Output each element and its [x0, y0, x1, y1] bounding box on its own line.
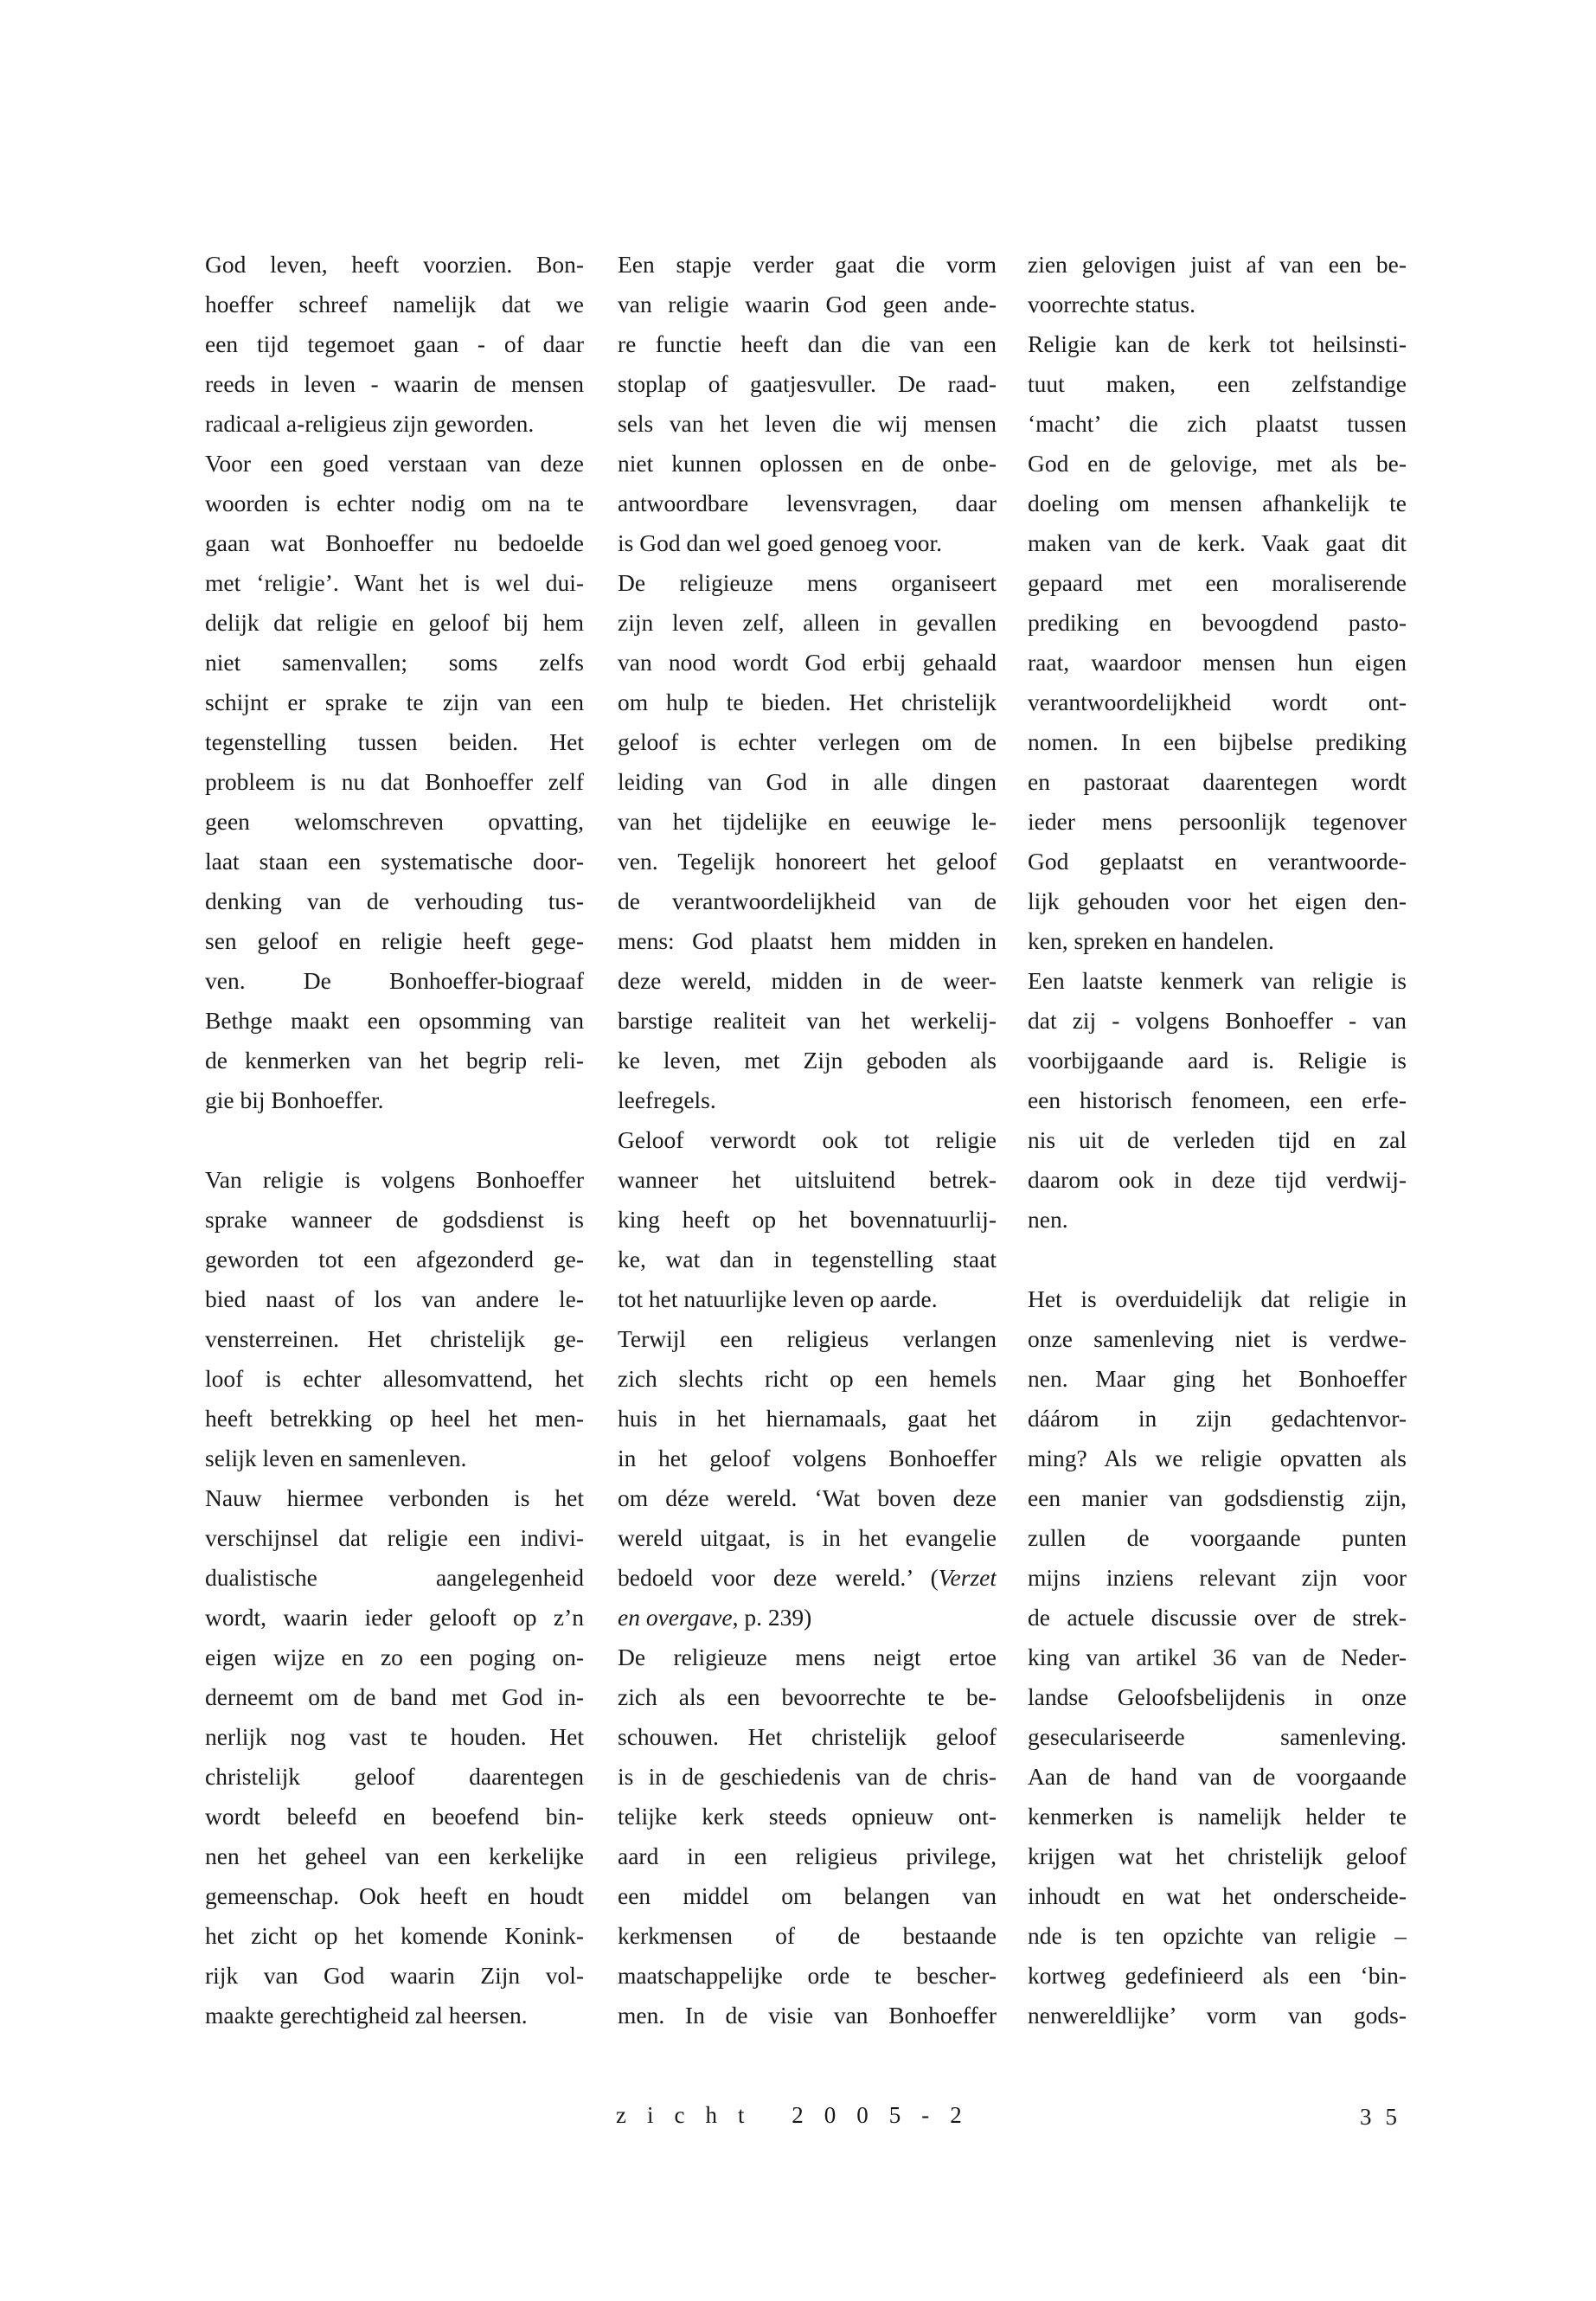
text-line [618, 1041, 997, 1080]
text-line-content: huis in het hiernamaals, gaat het [618, 1405, 997, 1432]
text-line [618, 1717, 997, 1757]
text-line [1028, 1001, 1407, 1041]
text-line [1028, 881, 1407, 921]
text-line [1028, 484, 1407, 523]
text-line [205, 1240, 584, 1279]
text-line-content: dualistische aangelegenheid [205, 1564, 584, 1591]
text-line [205, 1916, 584, 1956]
text-line [1028, 961, 1407, 1001]
text-line [618, 1916, 997, 1956]
text-line [618, 722, 997, 762]
footer-page-number: 35 [1360, 2104, 1411, 2130]
text-line-content: de kenmerken van het begrip reli- [205, 1047, 584, 1074]
text-line [618, 1240, 997, 1279]
text-line [205, 1797, 584, 1836]
text-line [1028, 1876, 1407, 1916]
text-line [618, 1478, 997, 1518]
italic-title: Verzet [938, 1564, 997, 1591]
text-line-content: onze samenleving niet is verdwe- [1028, 1325, 1407, 1352]
text-line [618, 1080, 997, 1120]
text-line-content: delijk dat religie en geloof bij hem [205, 609, 584, 636]
text-line-content: Nauw hiermee verbonden is het [205, 1484, 584, 1511]
text-line-content: mijns inziens relevant zijn voor [1028, 1564, 1407, 1591]
text-line-content: reeds in leven - waarin de mensen [205, 370, 584, 397]
text-line-content: geen welomschreven opvatting, [205, 808, 584, 835]
text-line [205, 1080, 584, 1120]
text-line-content: christelijk geloof daarentegen [205, 1763, 584, 1790]
text-line [205, 802, 584, 842]
text-line-content: een middel om belangen van [618, 1882, 997, 1909]
text-line-content: gepaard met een moraliserende [1028, 569, 1407, 596]
text-line-content: dáárom in zijn gedachtenvor- [1028, 1405, 1407, 1432]
text-line-content: Van religie is volgens Bonhoeffer [205, 1166, 584, 1193]
text-line-content: wordt, waarin ieder gelooft op z’n [205, 1604, 584, 1631]
text-line-content: een manier van godsdienstig zijn, [1028, 1484, 1407, 1511]
text-line-content: De religieuze mens neigt ertoe [618, 1644, 997, 1670]
text-line [1028, 324, 1407, 364]
text-line-content: men. In de visie van Bonhoeffer [618, 2002, 997, 2029]
text-line-content: rijk van God waarin Zijn vol- [205, 1962, 584, 1989]
text-line [205, 643, 584, 683]
text-line-content: God leven, heeft voorzien. Bon- [205, 251, 584, 278]
text-line-content: bied naast of los van andere le- [205, 1285, 584, 1312]
text-line [205, 285, 584, 324]
text-line-content: wordt beleefd en beoefend bin- [205, 1803, 584, 1830]
text-line [205, 683, 584, 722]
text-line [618, 1757, 997, 1797]
text-line-content: vensterreinen. Het christelijk ge- [205, 1325, 584, 1352]
text-line [1028, 1797, 1407, 1836]
text-line [1028, 643, 1407, 683]
text-line-content: gaan wat Bonhoeffer nu bedoelde [205, 529, 584, 556]
text-line [205, 1041, 584, 1080]
text-line-content: schijnt er sprake te zijn van een [205, 689, 584, 715]
text-line [618, 1598, 997, 1638]
text-line [1028, 1638, 1407, 1677]
text-line [1028, 802, 1407, 842]
text-line [618, 1160, 997, 1200]
text-line [618, 762, 997, 802]
text-line [618, 921, 997, 961]
text-line [1028, 1677, 1407, 1717]
text-line [205, 484, 584, 523]
text-line-content: Een laatste kenmerk van religie is [1028, 967, 1407, 994]
text-line-content: maakte gerechtigheid zal heersen. [205, 2002, 528, 2029]
text-line-content: mens: God plaatst hem midden in [618, 927, 997, 954]
text-line [618, 404, 997, 444]
text-line-content: om déze wereld. ‘Wat boven deze [618, 1484, 997, 1511]
text-line [1028, 1359, 1407, 1399]
text-line [205, 842, 584, 881]
text-line-content: probleem is nu dat Bonhoeffer zelf [205, 768, 584, 795]
text-line [1028, 1160, 1407, 1200]
text-line-content: de verantwoordelijkheid van de [618, 888, 997, 914]
text-line-content: kenmerken is namelijk helder te [1028, 1803, 1407, 1830]
text-line-content: met ‘religie’. Want het is wel dui- [205, 569, 584, 596]
text-line [618, 1279, 997, 1319]
text-line [1028, 842, 1407, 881]
text-line-content: king heeft op het bovennatuurlij- [618, 1206, 997, 1233]
text-line-content: leefregels. [618, 1086, 716, 1113]
text-line [618, 842, 997, 881]
text-line-content: antwoordbare levensvragen, daar [618, 490, 997, 516]
text-line-content: ke leven, met Zijn geboden als [618, 1047, 997, 1074]
text-line [205, 1558, 584, 1598]
text-line [205, 1717, 584, 1757]
text-line [618, 364, 997, 404]
text-line-content: barstige realiteit van het werkelij- [618, 1007, 997, 1034]
text-line-content: sprake wanneer de godsdienst is [205, 1206, 584, 1233]
text-column-2 [618, 245, 997, 2035]
text-line-content: tegenstelling tussen beiden. Het [205, 728, 584, 755]
text-line [618, 643, 997, 683]
text-line [1028, 722, 1407, 762]
text-line [1028, 1041, 1407, 1080]
text-line-content: Geloof verwordt ook tot religie [618, 1126, 997, 1153]
text-line-content: van nood wordt God erbij gehaald [618, 649, 997, 676]
text-line-content: sels van het leven die wij mensen [618, 410, 997, 437]
text-line-content: Het is overduidelijk dat religie in [1028, 1285, 1407, 1312]
text-line-content: heeft betrekking op heel het men- [205, 1405, 584, 1432]
text-line [205, 364, 584, 404]
text-line [1028, 1279, 1407, 1319]
text-line-tail: , p. 239) [732, 1604, 812, 1631]
text-column-1 [205, 245, 584, 2035]
text-line-content: woorden is echter nodig om na te [205, 490, 584, 516]
text-line-content: inhoudt en wat het onderscheide- [1028, 1882, 1407, 1909]
text-line-content: king van artikel 36 van de Neder- [1028, 1644, 1407, 1670]
text-line-content: tot het natuurlijke leven op aarde. [618, 1285, 938, 1312]
text-line-content: radicaal a-religieus zijn geworden. [205, 410, 535, 437]
text-line-content: wereld uitgaat, is in het evangelie [618, 1524, 997, 1551]
text-line-content: selijk leven en samenleven. [205, 1445, 467, 1471]
text-line [1028, 1916, 1407, 1956]
text-line-content: sen geloof en religie heeft gege- [205, 927, 584, 954]
text-line [618, 1399, 997, 1439]
text-line-content: een historisch fenomeen, een erfe- [1028, 1086, 1407, 1113]
text-line [205, 1996, 584, 2035]
text-line [618, 1956, 997, 1996]
text-line [618, 563, 997, 603]
text-line [205, 1160, 584, 1200]
text-line-content: voorrechte status. [1028, 291, 1195, 317]
text-line-content: deze wereld, midden in de weer- [618, 967, 997, 994]
text-line [205, 1319, 584, 1359]
text-line [1028, 1717, 1407, 1757]
text-line-content: gie bij Bonhoeffer. [205, 1086, 384, 1113]
text-line-content: telijke kerk steeds opnieuw ont- [618, 1803, 997, 1830]
text-line-content: nerlijk nog vast te houden. Het [205, 1723, 584, 1750]
text-line-content: Terwijl een religieus verlangen [618, 1325, 997, 1352]
text-line [618, 1200, 997, 1240]
text-line-content: is God dan wel goed genoeg voor. [618, 529, 942, 556]
text-line-content: wanneer het uitsluitend betrek- [618, 1166, 997, 1193]
text-line-content: God en de gelovige, met als be- [1028, 450, 1407, 477]
text-line [1028, 563, 1407, 603]
text-line [1028, 762, 1407, 802]
text-line [618, 245, 997, 285]
text-line [205, 603, 584, 643]
text-line [618, 1797, 997, 1836]
text-line [205, 1399, 584, 1439]
text-line [1028, 1319, 1407, 1359]
text-line [618, 285, 997, 324]
text-line-content: nde is ten opzichte van religie – [1028, 1922, 1407, 1949]
text-line-content: re functie heeft dan die van een [618, 330, 997, 357]
text-line-content: maken van de kerk. Vaak gaat dit [1028, 529, 1407, 556]
text-line [618, 881, 997, 921]
text-line-content: ven. Tegelijk honoreert het geloof [618, 848, 997, 875]
text-line-content: gemeenschap. Ook heeft en houdt [205, 1882, 584, 1909]
text-column-3 [1028, 245, 1407, 2035]
text-line [1028, 444, 1407, 484]
text-line [205, 1677, 584, 1717]
text-line-content: ken, spreken en handelen. [1028, 927, 1274, 954]
text-line [1028, 1478, 1407, 1518]
text-line [618, 1876, 997, 1916]
text-line-content: dat zij - volgens Bonhoeffer - van [1028, 1007, 1407, 1034]
text-line-content: de actuele discussie over de strek- [1028, 1604, 1407, 1631]
text-line-content: De religieuze mens organiseert [618, 569, 997, 596]
text-line-content: geseculariseerde samenleving. [1028, 1723, 1407, 1750]
text-line [618, 324, 997, 364]
text-line [1028, 683, 1407, 722]
text-line [1028, 1200, 1407, 1240]
text-line [1028, 1240, 1407, 1279]
text-line [205, 881, 584, 921]
text-line-content: van het tijdelijke en eeuwige le- [618, 808, 997, 835]
text-line-content: leiding van God in alle dingen [618, 768, 997, 795]
text-line [1028, 523, 1407, 563]
text-line [205, 563, 584, 603]
text-line [1028, 1399, 1407, 1439]
text-line [1028, 1439, 1407, 1478]
text-line [618, 603, 997, 643]
text-line-content: niet samenvallen; soms zelfs [205, 649, 584, 676]
text-line-content: ming? Als we religie opvatten als [1028, 1445, 1407, 1471]
text-line-content: ven. De Bonhoeffer-biograaf [205, 967, 584, 994]
text-line-content: aard in een religieus privilege, [618, 1843, 997, 1869]
text-line-content: raat, waardoor mensen hun eigen [1028, 649, 1407, 676]
text-line-content: tuut maken, een zelfstandige [1028, 370, 1407, 397]
text-line-content: zich als een bevoorrechte te be- [618, 1683, 997, 1710]
text-line [1028, 245, 1407, 285]
text-line [618, 1638, 997, 1677]
footer-journal-issue: zicht 2005-2 [616, 2102, 983, 2128]
text-line-content: bedoeld voor deze wereld.’ ( [618, 1564, 939, 1591]
text-line [1028, 921, 1407, 961]
text-line-content: stoplap of gaatjesvuller. De raad- [618, 370, 997, 397]
text-line [618, 1836, 997, 1876]
text-line [205, 1200, 584, 1240]
text-line [205, 523, 584, 563]
text-line-content: in het geloof volgens Bonhoeffer [618, 1445, 997, 1471]
text-line-content: landse Geloofsbelijdenis in onze [1028, 1683, 1407, 1710]
text-line [1028, 285, 1407, 324]
text-line [205, 1279, 584, 1319]
text-line [618, 1319, 997, 1359]
text-line-content: Voor een goed verstaan van deze [205, 450, 584, 477]
text-line [1028, 1120, 1407, 1160]
text-line [618, 444, 997, 484]
text-line-content: niet kunnen oplossen en de onbe- [618, 450, 997, 477]
text-line [1028, 364, 1407, 404]
text-line [205, 404, 584, 444]
text-line-content: nis uit de verleden tijd en zal [1028, 1126, 1407, 1153]
text-line [205, 961, 584, 1001]
text-line-content: om hulp te bieden. Het christelijk [618, 689, 997, 715]
text-line-content: kerkmensen of de bestaande [618, 1922, 997, 1949]
text-line-content: denking van de verhouding tus- [205, 888, 584, 914]
text-line [205, 1518, 584, 1558]
text-line [205, 1757, 584, 1797]
text-line-content: Bethge maakt een opsomming van [205, 1007, 584, 1034]
text-line [1028, 1956, 1407, 1996]
text-line-content: geloof is echter verlegen om de [618, 728, 997, 755]
text-line-content: nen het geheel van een kerkelijke [205, 1843, 584, 1869]
text-line [1028, 404, 1407, 444]
text-line-content: nomen. In een bijbelse prediking [1028, 728, 1407, 755]
text-line [1028, 1518, 1407, 1558]
text-line [205, 762, 584, 802]
text-line-content: hoeffer schreef namelijk dat we [205, 291, 584, 317]
text-line-content: zijn leven zelf, alleen in gevallen [618, 609, 997, 636]
text-line-content: doeling om mensen afhankelijk te [1028, 490, 1407, 516]
text-line-content: schouwen. Het christelijk geloof [618, 1723, 997, 1750]
text-line [618, 1359, 997, 1399]
text-line-content: daarom ook in deze tijd verdwij- [1028, 1166, 1407, 1193]
text-line [618, 523, 997, 563]
text-line-content: het zicht op het komende Konink- [205, 1922, 584, 1949]
text-line [205, 1478, 584, 1518]
text-line [618, 1518, 997, 1558]
text-line-content: ieder mens persoonlijk tegenover [1028, 808, 1407, 835]
text-line [205, 444, 584, 484]
text-line [1028, 1757, 1407, 1797]
text-line [205, 1638, 584, 1677]
text-line-content: kortweg gedefinieerd als een ‘bin- [1028, 1962, 1407, 1989]
text-line-content: ke, wat dan in tegenstelling staat [618, 1246, 997, 1272]
text-line-content: nenwereldlijke’ vorm van gods- [1028, 2002, 1407, 2029]
text-line-content: zien gelovigen juist af van een be- [1028, 251, 1407, 278]
text-line [1028, 603, 1407, 643]
text-line-content: Aan de hand van de voorgaande [1028, 1763, 1407, 1790]
text-line [618, 1996, 997, 2035]
text-line [618, 1677, 997, 1717]
text-line [205, 1598, 584, 1638]
text-line [205, 1876, 584, 1916]
text-line-content: voorbijgaande aard is. Religie is [1028, 1047, 1407, 1074]
text-line [205, 1836, 584, 1876]
text-line-content: ‘macht’ die zich plaatst tussen [1028, 410, 1407, 437]
text-line [1028, 1598, 1407, 1638]
text-line [618, 1439, 997, 1478]
text-line [618, 484, 997, 523]
text-line [205, 921, 584, 961]
text-line [205, 1120, 584, 1160]
text-line-content: verantwoordelijkheid wordt ont- [1028, 689, 1407, 715]
text-line-content: zullen de voorgaande punten [1028, 1524, 1407, 1551]
text-line-content: nen. [1028, 1206, 1068, 1233]
text-line [205, 1956, 584, 1996]
text-line-content: derneemt om de band met God in- [205, 1683, 584, 1710]
text-line-content: prediking en bevoogdend pasto- [1028, 609, 1407, 636]
text-line [1028, 1080, 1407, 1120]
text-line-content: geworden tot een afgezonderd ge- [205, 1246, 584, 1272]
text-line-content: eigen wijze en zo een poging on- [205, 1644, 584, 1670]
text-line [1028, 1836, 1407, 1876]
text-line-content: loof is echter allesomvattend, het [205, 1365, 584, 1392]
text-line-content: en pastoraat daarentegen wordt [1028, 768, 1407, 795]
text-line [1028, 1558, 1407, 1598]
text-line-content: maatschappelijke orde te bescher- [618, 1962, 997, 1989]
text-line-content: laat staan een systematische door- [205, 848, 584, 875]
text-line [205, 722, 584, 762]
text-line-content: Religie kan de kerk tot heilsinsti- [1028, 330, 1407, 357]
text-line-content: nen. Maar ging het Bonhoeffer [1028, 1365, 1407, 1392]
text-line-content: zich slechts richt op een hemels [618, 1365, 997, 1392]
text-line [618, 683, 997, 722]
text-line [1028, 1996, 1407, 2035]
text-line [205, 324, 584, 364]
text-line-content: verschijnsel dat religie een indivi- [205, 1524, 584, 1551]
text-line [618, 1558, 997, 1598]
text-line-content: krijgen wat het christelijk geloof [1028, 1843, 1407, 1869]
italic-title: en overgave [618, 1604, 733, 1631]
text-line [618, 961, 997, 1001]
text-line [618, 802, 997, 842]
text-line-content: God geplaatst en verantwoorde- [1028, 848, 1407, 875]
text-line [205, 1001, 584, 1041]
text-line-content: Een stapje verder gaat die vorm [618, 251, 997, 278]
text-line-content: is in de geschiedenis van de chris- [618, 1763, 997, 1790]
text-line-content: lijk gehouden voor het eigen den- [1028, 888, 1407, 914]
text-line [205, 245, 584, 285]
text-line [618, 1001, 997, 1041]
text-line [205, 1439, 584, 1478]
text-line [205, 1359, 584, 1399]
text-line-content: een tijd tegemoet gaan - of daar [205, 330, 584, 357]
text-line-content: van religie waarin God geen ande- [618, 291, 997, 317]
text-line [618, 1120, 997, 1160]
